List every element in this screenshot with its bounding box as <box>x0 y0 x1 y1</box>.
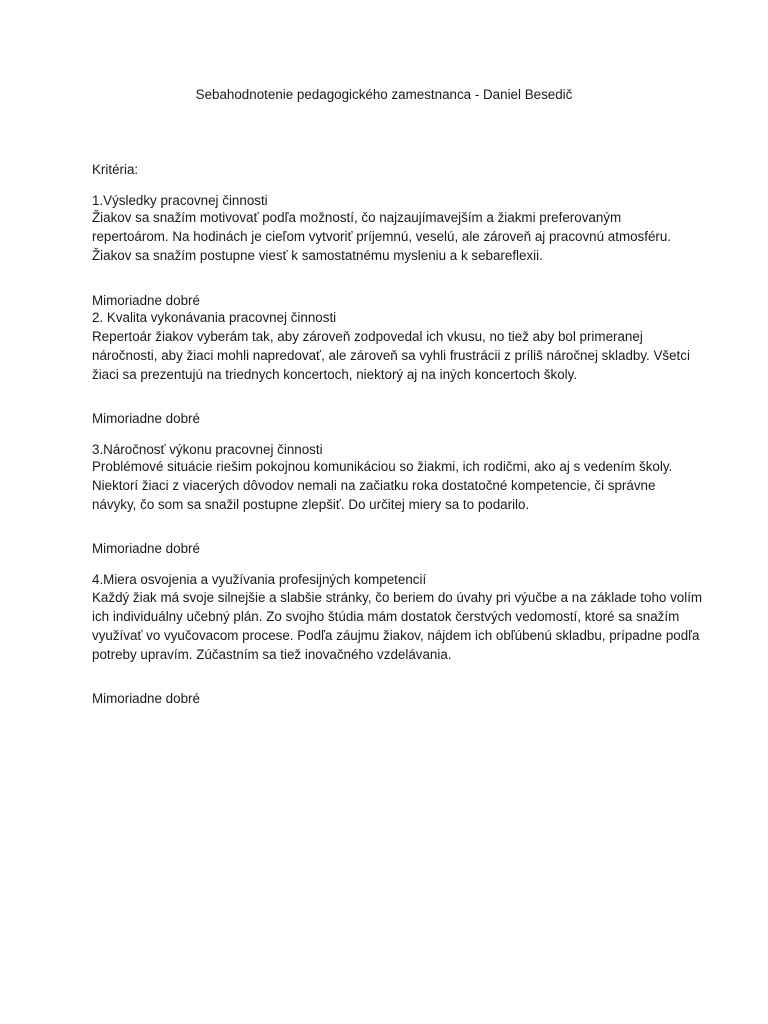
section-3-line: Niektorí žiaci z viacerých dôvodov nemali na začiatku roka dostatočné kompetencie, či správne <box>92 478 656 493</box>
section-4-line: Každý žiak má svoje silnejšie a slabšie stránky, čo beriem do úvahy pri výučbe a na základe toho volím <box>92 590 703 605</box>
section-3-heading: 3.Náročnosť výkonu pracovnej činnosti <box>92 442 323 458</box>
section-1-line: repertoárom. Na hodinách je cieľom vytvoriť príjemnú, veselú, ale zároveň aj pracovnú atmosféru. <box>92 229 672 244</box>
section-4-line: využívať vo vyučovacom procese. Podľa záujmu žiakov, nájdem ich obľúbenú skladbu, prípadne podľa <box>92 628 700 643</box>
criteria-label: Kritéria: <box>92 162 139 178</box>
section-2-line: Repertoár žiakov vyberám tak, aby zároveň zodpovedal ich vkusu, no tiež aby bol primeranej <box>92 329 643 344</box>
section-4-line: potreby upravím. Zúčastním sa tiež inovačného vzdelávania. <box>92 647 452 662</box>
section-4-heading: 4.Miera osvojenia a využívania profesijných kompetencií <box>92 572 427 588</box>
section-2-rating: Mimoriadne dobré <box>92 411 200 427</box>
document-title: Sebahodnotenie pedagogického zamestnanca - Daniel Besedič <box>195 87 573 102</box>
section-2-heading: 2. Kvalita vykonávania pracovnej činnosti <box>92 310 337 325</box>
section-3-line: návyky, čo som sa snažil postupne zlepšiť. Do určitej miery sa to podarilo. <box>92 497 530 512</box>
section-3-rating: Mimoriadne dobré <box>92 541 200 557</box>
section-1-line: Žiakov sa snažím motivovať podľa možností, čo najzaujímavejším a žiakmi preferovaným <box>92 210 622 225</box>
section-4-line: ich individuálny učebný plán. Zo svojho štúdia mám dostatok čerstvých vedomostí, ktoré sa snažím <box>92 609 680 624</box>
section-1-paragraph <box>92 208 692 265</box>
section-1-rating: Mimoriadne dobré <box>92 293 200 309</box>
section-4-paragraph <box>92 588 703 664</box>
section-3-line: Problémové situácie riešim pokojnou komunikáciou so žiakmi, ich rodičmi, ako aj s vedením školy. <box>92 459 673 474</box>
section-2-line: náročnosti, aby žiaci mohli napredovať, ale zároveň sa vyhli frustrácii z príliš náročnej skladby. Všetci <box>92 348 690 363</box>
section-1-heading: 1.Výsledky pracovnej činnosti <box>92 193 268 209</box>
section-3-paragraph <box>92 457 692 514</box>
section-1-line: Žiakov sa snažím postupne viesť k samostatnému mysleniu a k sebareflexii. <box>92 248 543 263</box>
section-2-line: žiaci sa prezentujú na triednych koncertoch, niektorý aj na iných koncertoch školy. <box>92 367 578 382</box>
section-2 <box>92 308 692 384</box>
section-4-rating: Mimoriadne dobré <box>92 691 200 707</box>
